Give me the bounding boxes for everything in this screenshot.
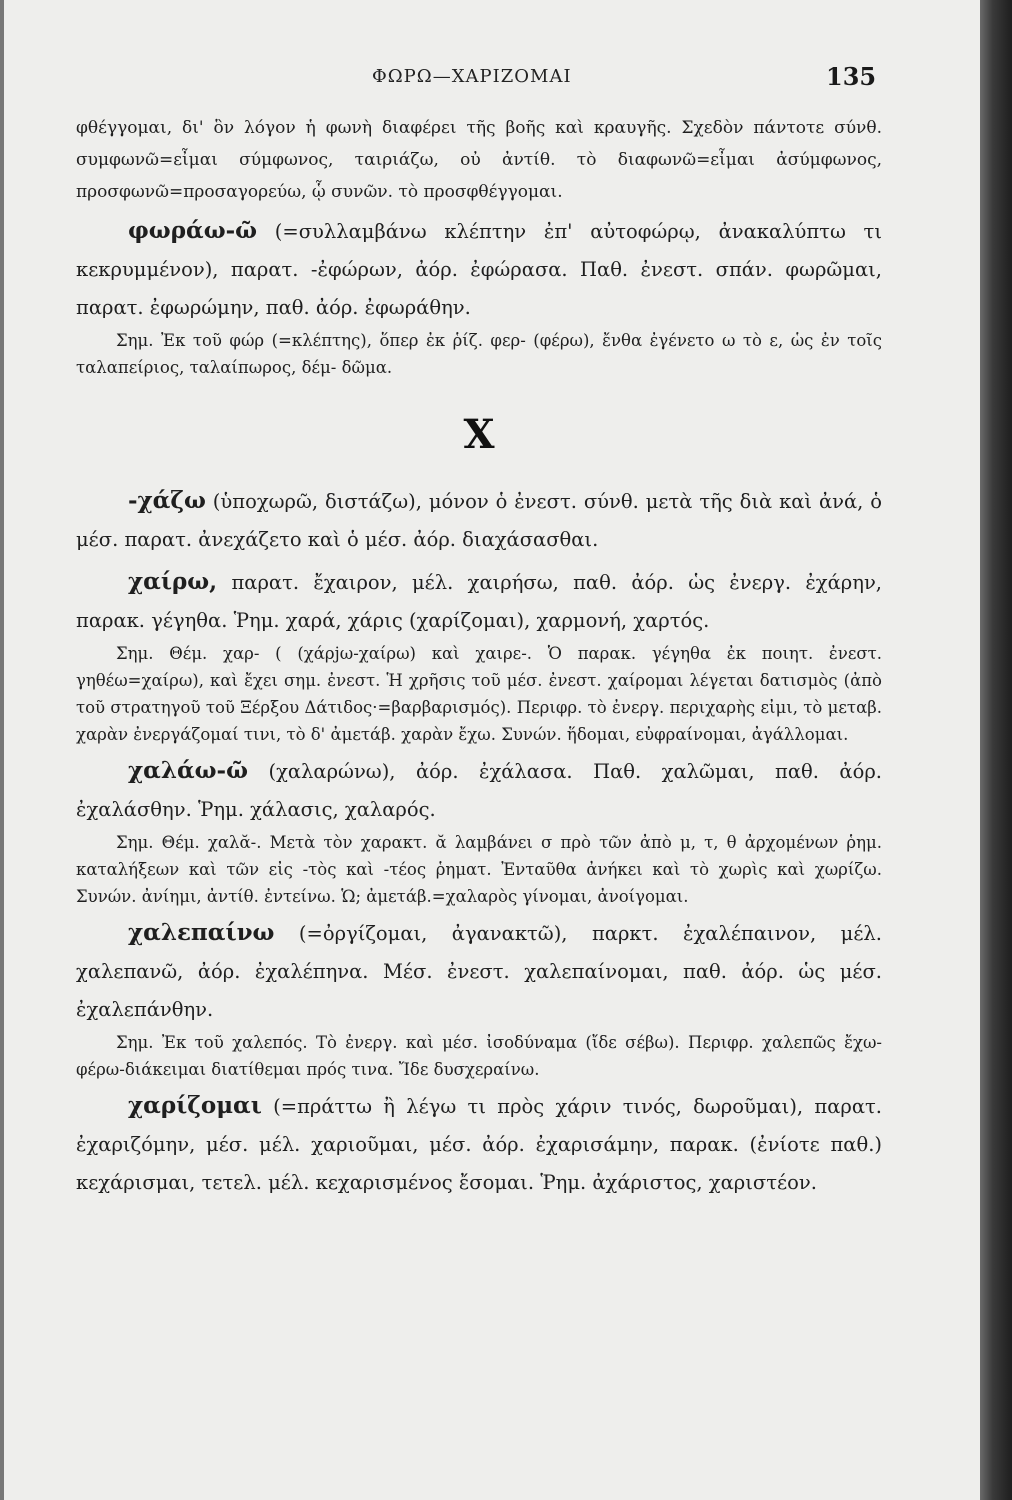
page-content (76, 112, 882, 1202)
entry-body: (ὑποχωρῶ, διστάζω), μόνον ὁ ἐνεστ. σύνθ. μετὰ τῆς διὰ καὶ ἀνά, ὁ μέσ. παρατ. ἀνεχάζετο καὶ ὁ μέσ. ἀόρ. διαχάσασθαι. (76, 490, 882, 551)
entry-note: Σημ. Θέμ. χαλᾰ-. Μετὰ τὸν χαρακτ. ᾰ λαμβάνει σ πρὸ τῶν ἀπὸ μ, τ, θ ἀρχομένων ῥημ. καταλήξεων καὶ τῶν εἰς -τὸς καὶ -τέος ῥηματ. Ἐνταῦθα ἀνήκει καὶ τὸ χωρὶς καὶ χωρίζω. Συνών. ἀνίημι, ἀντίθ. ἐντείνω. Ὡ; ἀμετάβ.=χαλαρὸς γίνομαι, ἀνοίγομαι. (76, 833, 882, 906)
entry-head: χαλεπαίνω (128, 919, 275, 946)
entry-body: παρατ. ἔχαιρον, μέλ. χαιρήσω, παθ. ἀόρ. ὡς ἐνεργ. ἐχάρην, παρακ. γέγηθα. Ῥημ. χαρά, χάρις (χαρίζομαι), χαρμονή, χαρτός. (76, 571, 882, 632)
entry-chairo (76, 563, 882, 748)
entry-chalao (76, 752, 882, 910)
entry-head: φωράω-ῶ (128, 217, 258, 244)
entry-body: (=ὀργίζομαι, ἀγανακτῶ), παρκτ. ἐχαλέπαινον, μέλ. χαλεπανῶ, ἀόρ. ἐχαλέπηνα. Μέσ. ἐνεστ. χαλεπαίνομαι, παθ. ἀόρ. ὡς μέσ. ἐχαλεπάνθην. (76, 922, 882, 1021)
entry-body: (=συλλαμβάνω κλέπτην ἐπ' αὐτοφώρῳ, ἀνακαλύπτω τι κεκρυμμένον), παρατ. -ἐφώρων, ἀόρ. ἐφώρασα. Παθ. ἐνεστ. σπάν. φωρῶμαι, παρατ. ἐφωρώμην, παθ. ἀόρ. ἐφωράθην. (76, 220, 882, 319)
entry-note: Σημ. Ἐκ τοῦ χαλεπός. Τὸ ἐνεργ. καὶ μέσ. ἰσοδύναμα (ἴδε σέβω). Περιφρ. χαλεπῶς ἔχω-φέρω-διάκειμαι διατίθεμαι πρός τινα. Ἴδε δυσχεραίνω. (76, 1033, 882, 1079)
entry-body: (=πράττω ἢ λέγω τι πρὸς χάριν τινός, δωροῦμαι), παρατ. ἐχαριζόμην, μέσ. μέλ. χαριοῦμαι, μέσ. ἀόρ. ἐχαρισάμην, παρακ. (ἐνίοτε παθ.) κεχάρισμαι, τετελ. μέλ. κεχαρισμένος ἔσομαι. Ῥημ. ἀχάριστος, χαριστέον. (76, 1095, 882, 1194)
page-header (0, 62, 980, 96)
entry-body: (χαλαρώνω), ἀόρ. ἐχάλασα. Παθ. χαλῶμαι, παθ. ἀόρ. ἐχαλάσθην. Ῥημ. χάλασις, χαλαρός. (76, 760, 882, 821)
entry-charizomai (76, 1087, 882, 1202)
entry-head: χαίρω, (128, 568, 218, 595)
entry-head: -χάζω (128, 487, 206, 514)
entry-head: χαρίζομαι (128, 1092, 262, 1119)
entry-head: χαλάω-ῶ (128, 757, 248, 784)
entry-note: Σημ. Θέμ. χαρ- ( (χάρjω-χαίρω) καὶ χαιρε-. Ὁ παρακ. γέγηθα ἐκ ποιητ. ἐνεστ. γηθέω=χαίρω), καὶ ἔχει σημ. ἐνεστ. Ἡ χρῆσις τοῦ μέσ. ἐνεστ. χαίρομαι λέγεται δατισμὸς (ἀπὸ τοῦ στρατηγοῦ τοῦ Ξέρξου Δάτιδος·=βαρβαρισμός). Περιφρ. τὸ ἐνεργ. περιχαρὴς εἰμι, τὸ μεταβ. χαρὰν ἐνεργάζομαί τινι, τὸ δ' ἀμετάβ. χαρὰν ἔχω. Συνών. ἥδομαι, εὐφραίνομαι, ἀγάλλομαι. (76, 644, 882, 744)
book-spine (980, 0, 1012, 1500)
entry-chazo (76, 482, 882, 559)
entry-chalepaino (76, 914, 882, 1083)
entry-note: Σημ. Ἐκ τοῦ φώρ (=κλέπτης), ὅπερ ἐκ ῥίζ. φερ- (φέρω), ἔνθα ἐγένετο ω τὸ ε, ὡς ἐν τοῖς ταλαπείριος, ταλαίπωρος, δέμ- δῶμα. (76, 331, 882, 377)
section-letter: Χ (463, 411, 495, 458)
entry-phorao (76, 212, 882, 381)
page-number: 135 (826, 62, 877, 91)
intro-paragraph: φθέγγομαι, δι' ὃν λόγον ἡ φωνὴ διαφέρει τῆς βοῆς καὶ κραυγῆς. Σχεδὸν πάντοτε σύνθ. συμφωνῶ=εἶμαι σύμφωνος, ταιριάζω, οὐ ἀντίθ. τὸ διαφωνῶ=εἶμαι ἀσύμφωνος, προσφωνῶ=προσαγορεύω, ᾧ συνῶν. τὸ προσφθέγγομαι. (76, 118, 882, 202)
running-title: ΦΩΡΩ—ΧΑΡΙΖΟΜΑΙ (372, 66, 572, 87)
